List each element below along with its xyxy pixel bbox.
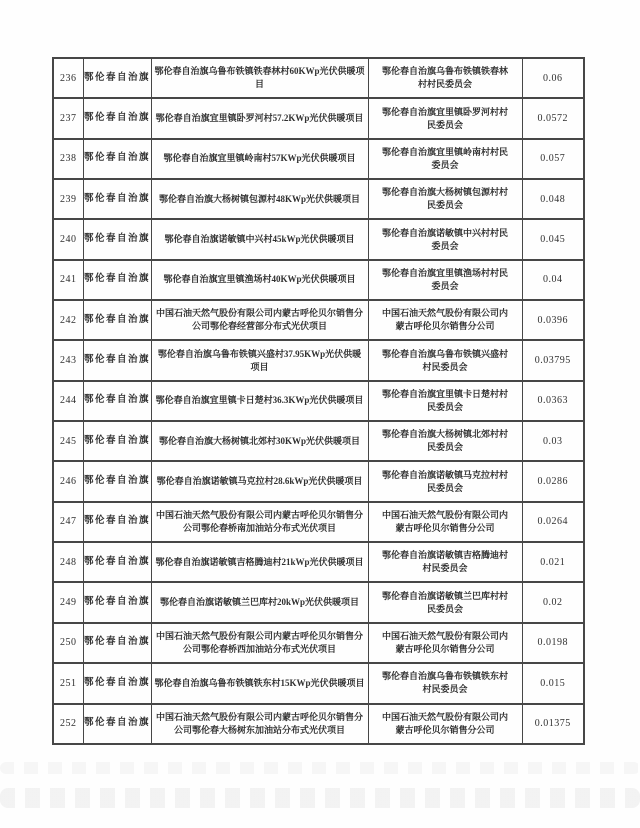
cell-project-name: 鄂伦春自治旗乌鲁布铁镇铁东村15KWp光伏供暖项目 bbox=[151, 663, 368, 703]
table-row bbox=[53, 582, 584, 622]
cell-region: 鄂伦春自治旗 bbox=[83, 502, 151, 542]
cell-project-name: 鄂伦春自治旗宜里镇卡日楚村36.3KWp光伏供暖项目 bbox=[151, 381, 368, 421]
cell-sequence-number: 242 bbox=[53, 300, 83, 340]
cell-project-name: 中国石油天然气股份有限公司内蒙古呼伦贝尔销售分公司鄂伦春桥西加油站分布式光伏项目 bbox=[151, 623, 368, 663]
scan-watermark-artifact bbox=[0, 788, 640, 808]
cell-region: 鄂伦春自治旗 bbox=[83, 461, 151, 501]
table-row bbox=[53, 98, 584, 138]
cell-value: 0.021 bbox=[522, 542, 584, 582]
cell-organization: 鄂伦春自治旗诺敏镇兰巴库村村民委员会 bbox=[368, 582, 522, 622]
cell-region: 鄂伦春自治旗 bbox=[83, 582, 151, 622]
table-row bbox=[53, 502, 584, 542]
cell-project-name: 鄂伦春自治旗诺敏镇吉格腾迪村21kWp光伏供暖项目 bbox=[151, 542, 368, 582]
cell-organization: 鄂伦春自治旗大杨树镇包源村村民委员会 bbox=[368, 179, 522, 219]
cell-project-name: 鄂伦春自治旗诺敏镇马克拉村28.6kWp光伏供暖项目 bbox=[151, 461, 368, 501]
cell-sequence-number: 240 bbox=[53, 219, 83, 259]
cell-region: 鄂伦春自治旗 bbox=[83, 421, 151, 461]
cell-sequence-number: 243 bbox=[53, 340, 83, 380]
cell-value: 0.03 bbox=[522, 421, 584, 461]
cell-project-name: 鄂伦春自治旗乌鲁布铁镇兴盛村37.95KWp光伏供暖项目 bbox=[151, 340, 368, 380]
cell-value: 0.0198 bbox=[522, 623, 584, 663]
table-row bbox=[53, 300, 584, 340]
table-row bbox=[53, 179, 584, 219]
cell-sequence-number: 250 bbox=[53, 623, 83, 663]
cell-value: 0.02 bbox=[522, 582, 584, 622]
table-body bbox=[53, 58, 584, 744]
cell-project-name: 鄂伦春自治旗乌鲁布铁镇铁春林村60KWp光伏供暖项目 bbox=[151, 58, 368, 98]
cell-organization: 中国石油天然气股份有限公司内蒙古呼伦贝尔销售分公司 bbox=[368, 704, 522, 745]
table-row bbox=[53, 704, 584, 745]
cell-value: 0.01375 bbox=[522, 704, 584, 745]
cell-region: 鄂伦春自治旗 bbox=[83, 260, 151, 300]
cell-sequence-number: 239 bbox=[53, 179, 83, 219]
table-row bbox=[53, 260, 584, 300]
cell-sequence-number: 245 bbox=[53, 421, 83, 461]
table-row bbox=[53, 381, 584, 421]
cell-organization: 鄂伦春自治旗宜里镇卧罗河村村民委员会 bbox=[368, 98, 522, 138]
cell-organization: 鄂伦春自治旗乌鲁布铁镇铁东村村民委员会 bbox=[368, 663, 522, 703]
table-row bbox=[53, 139, 584, 179]
cell-organization: 中国石油天然气股份有限公司内蒙古呼伦贝尔销售分公司 bbox=[368, 502, 522, 542]
cell-project-name: 鄂伦春自治旗宜里镇岭南村57KWp光伏供暖项目 bbox=[151, 139, 368, 179]
cell-region: 鄂伦春自治旗 bbox=[83, 300, 151, 340]
cell-organization: 中国石油天然气股份有限公司内蒙古呼伦贝尔销售分公司 bbox=[368, 300, 522, 340]
cell-project-name: 中国石油天然气股份有限公司内蒙古呼伦贝尔销售分公司鄂伦春大杨树东加油站分布式光伏项目 bbox=[151, 704, 368, 745]
cell-project-name: 鄂伦春自治旗诺敏镇兰巴库村20kWp光伏供暖项目 bbox=[151, 582, 368, 622]
table-row bbox=[53, 663, 584, 703]
cell-sequence-number: 246 bbox=[53, 461, 83, 501]
cell-sequence-number: 247 bbox=[53, 502, 83, 542]
table-row bbox=[53, 58, 584, 98]
project-subsidy-table bbox=[52, 57, 585, 745]
cell-sequence-number: 252 bbox=[53, 704, 83, 745]
cell-sequence-number: 249 bbox=[53, 582, 83, 622]
table-row bbox=[53, 542, 584, 582]
table-row bbox=[53, 623, 584, 663]
cell-sequence-number: 236 bbox=[53, 58, 83, 98]
cell-organization: 中国石油天然气股份有限公司内蒙古呼伦贝尔销售分公司 bbox=[368, 623, 522, 663]
cell-project-name: 鄂伦春自治旗大杨树镇北郊村30KWp光伏供暖项目 bbox=[151, 421, 368, 461]
cell-region: 鄂伦春自治旗 bbox=[83, 381, 151, 421]
cell-project-name: 中国石油天然气股份有限公司内蒙古呼伦贝尔销售分公司鄂伦春桥南加油站分布式光伏项目 bbox=[151, 502, 368, 542]
table-row bbox=[53, 461, 584, 501]
table-row bbox=[53, 340, 584, 380]
cell-organization: 鄂伦春自治旗诺敏镇吉格腾迪村村民委员会 bbox=[368, 542, 522, 582]
cell-project-name: 鄂伦春自治旗大杨树镇包源村48KWp光伏供暖项目 bbox=[151, 179, 368, 219]
cell-region: 鄂伦春自治旗 bbox=[83, 623, 151, 663]
cell-region: 鄂伦春自治旗 bbox=[83, 58, 151, 98]
cell-project-name: 鄂伦春自治旗宜里镇渔场村40KWp光伏供暖项目 bbox=[151, 260, 368, 300]
cell-region: 鄂伦春自治旗 bbox=[83, 98, 151, 138]
cell-project-name: 鄂伦春自治旗诺敏镇中兴村45kWp光伏供暖项目 bbox=[151, 219, 368, 259]
cell-organization: 鄂伦春自治旗乌鲁布铁镇兴盛村村民委员会 bbox=[368, 340, 522, 380]
cell-region: 鄂伦春自治旗 bbox=[83, 542, 151, 582]
cell-sequence-number: 238 bbox=[53, 139, 83, 179]
cell-value: 0.03795 bbox=[522, 340, 584, 380]
cell-value: 0.045 bbox=[522, 219, 584, 259]
cell-organization: 鄂伦春自治旗诺敏镇马克拉村村民委员会 bbox=[368, 461, 522, 501]
cell-value: 0.0396 bbox=[522, 300, 584, 340]
scan-watermark-artifact bbox=[0, 762, 640, 774]
cell-value: 0.04 bbox=[522, 260, 584, 300]
cell-value: 0.0264 bbox=[522, 502, 584, 542]
cell-region: 鄂伦春自治旗 bbox=[83, 704, 151, 745]
cell-region: 鄂伦春自治旗 bbox=[83, 219, 151, 259]
cell-project-name: 鄂伦春自治旗宜里镇卧罗河村57.2KWp光伏供暖项目 bbox=[151, 98, 368, 138]
cell-sequence-number: 237 bbox=[53, 98, 83, 138]
cell-sequence-number: 244 bbox=[53, 381, 83, 421]
cell-sequence-number: 248 bbox=[53, 542, 83, 582]
cell-organization: 鄂伦春自治旗宜里镇卡日楚村村民委员会 bbox=[368, 381, 522, 421]
cell-organization: 鄂伦春自治旗宜里镇岭南村村民委员会 bbox=[368, 139, 522, 179]
table-row bbox=[53, 219, 584, 259]
cell-region: 鄂伦春自治旗 bbox=[83, 139, 151, 179]
cell-project-name: 中国石油天然气股份有限公司内蒙古呼伦贝尔销售分公司鄂伦春经营部分布式光伏项目 bbox=[151, 300, 368, 340]
cell-organization: 鄂伦春自治旗诺敏镇中兴村村民委员会 bbox=[368, 219, 522, 259]
cell-region: 鄂伦春自治旗 bbox=[83, 340, 151, 380]
cell-value: 0.06 bbox=[522, 58, 584, 98]
cell-value: 0.0363 bbox=[522, 381, 584, 421]
cell-value: 0.0286 bbox=[522, 461, 584, 501]
cell-value: 0.0572 bbox=[522, 98, 584, 138]
cell-value: 0.057 bbox=[522, 139, 584, 179]
cell-value: 0.015 bbox=[522, 663, 584, 703]
cell-sequence-number: 241 bbox=[53, 260, 83, 300]
cell-organization: 鄂伦春自治旗宜里镇渔场村村民委员会 bbox=[368, 260, 522, 300]
cell-region: 鄂伦春自治旗 bbox=[83, 663, 151, 703]
cell-organization: 鄂伦春自治旗乌鲁布铁镇铁春林村村民委员会 bbox=[368, 58, 522, 98]
cell-value: 0.048 bbox=[522, 179, 584, 219]
cell-sequence-number: 251 bbox=[53, 663, 83, 703]
table-row bbox=[53, 421, 584, 461]
cell-region: 鄂伦春自治旗 bbox=[83, 179, 151, 219]
cell-organization: 鄂伦春自治旗大杨树镇北郊村村民委员会 bbox=[368, 421, 522, 461]
